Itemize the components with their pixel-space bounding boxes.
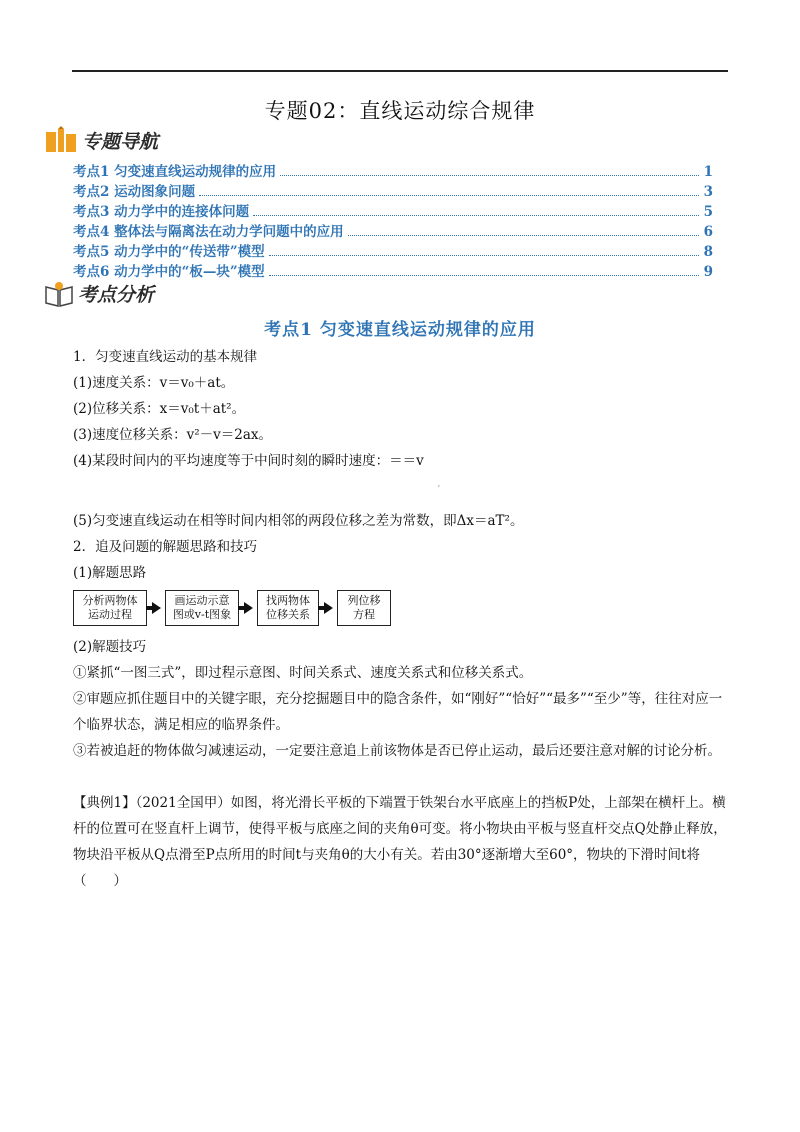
section-heading: 2．追及问题的解题思路和技巧 xyxy=(73,539,258,555)
section-techniques xyxy=(73,634,733,764)
toc-item-label: 考点3 动力学中的连接体问题 xyxy=(73,204,250,220)
flow-step: 列位移方程 xyxy=(337,590,391,626)
flow-step: 找两物体位移关系 xyxy=(257,590,319,626)
toc-page: 5 xyxy=(703,204,713,220)
document-title: 专题02：直线运动综合规律 xyxy=(264,99,536,123)
arrow-right-icon xyxy=(324,602,333,614)
toc-page: 6 xyxy=(703,224,713,240)
arrow-right-icon xyxy=(244,602,253,614)
flow-step: 分析两物体运动过程 xyxy=(73,590,147,626)
solution-flowchart xyxy=(73,590,391,626)
toc-item-label: 考点5 动力学中的“传送带”模型 xyxy=(73,244,265,260)
toc-leader xyxy=(269,255,699,256)
toc-leader xyxy=(253,215,699,216)
example-problem: 【典例1】（2021全国甲）如图，将光滑长平板的下端置于铁架台水平底座上的挡板P处，上部架在横杆上。横杆的位置可在竖直杆上调节，使得平板与底座之间的夹角θ可变。将小物块由平板与竖直杆交点Q处静止释放，物块沿平板从Q点滑至P点所用的时间t与夹角θ的大小有关。若由30°逐渐增大至60°，物块的下滑时间t将（ ） xyxy=(73,795,727,889)
toc-item[interactable] xyxy=(73,240,713,260)
topic-title: 考点1 匀变速直线运动规律的应用 xyxy=(264,320,536,340)
technique-2: ②审题应抓住题目中的关键字眼，充分挖掘题目中的隐含条件，如“刚好”“恰好”“最多”“至少”等，往往对应一个临界状态，满足相应的临界条件。 xyxy=(73,691,723,733)
flow-step: 画运动示意图或v-t图象 xyxy=(165,590,239,626)
section-chase-problems xyxy=(73,510,733,588)
toc-item[interactable] xyxy=(73,200,713,220)
section-heading: 1．匀变速直线运动的基本规律 xyxy=(73,349,258,365)
toc-item[interactable] xyxy=(73,180,713,200)
average-velocity-relation: (4)某段时间内的平均速度等于中间时刻的瞬时速度：＝＝v xyxy=(73,453,424,469)
toc-page: 1 xyxy=(703,164,713,180)
book-icon xyxy=(44,281,74,307)
subsection-heading: (2)解题技巧 xyxy=(73,639,147,655)
toc-item[interactable] xyxy=(73,260,713,280)
toc-leader xyxy=(348,235,699,236)
velocity-displacement-relation: (3)速度位移关系：v²－v＝2ax。 xyxy=(73,427,273,443)
toc-leader xyxy=(280,175,699,176)
toc-page: 8 xyxy=(703,244,713,260)
displacement-relation: (2)位移关系：x＝v₀t＋at²。 xyxy=(73,401,246,417)
nav-heading-label: 专题导航 xyxy=(82,130,159,153)
toc-item-label: 考点4 整体法与隔离法在动力学问题中的应用 xyxy=(73,224,344,240)
pencil-icon xyxy=(44,126,78,154)
technique-1: ①紧抓“一图三式”，即过程示意图、时间关系式、速度关系式和位移关系式。 xyxy=(73,665,533,681)
analysis-heading xyxy=(44,280,154,307)
toc-item[interactable] xyxy=(73,160,713,180)
toc-item-label: 考点2 运动图象问题 xyxy=(73,184,196,200)
toc-page: 9 xyxy=(703,264,713,280)
technique-3: ③若被追赶的物体做匀减速运动，一定要注意追上前该物体是否已停止运动，最后还要注意对解的讨论分析。 xyxy=(73,743,721,759)
section-basic-rules xyxy=(73,346,733,476)
nav-heading xyxy=(44,126,158,154)
toc-leader xyxy=(269,275,699,276)
analysis-heading-label: 考点分析 xyxy=(78,284,155,306)
table-of-contents xyxy=(73,160,713,280)
stray-mark: ˊ xyxy=(436,486,441,496)
subsection-heading: (1)解题思路 xyxy=(73,565,147,581)
toc-item-label: 考点1 匀变速直线运动规律的应用 xyxy=(73,164,277,180)
header-rule xyxy=(72,70,728,72)
toc-item[interactable] xyxy=(73,220,713,240)
arrow-right-icon xyxy=(152,602,161,614)
toc-item-label: 考点6 动力学中的“板—块”模型 xyxy=(73,264,265,280)
toc-leader xyxy=(199,195,699,196)
velocity-relation: (1)速度关系：v＝v₀＋at。 xyxy=(73,375,235,391)
toc-page: 3 xyxy=(703,184,713,200)
displacement-difference: (5)匀变速直线运动在相等时间内相邻的两段位移之差为常数，即Δx＝aT²。 xyxy=(73,513,524,529)
